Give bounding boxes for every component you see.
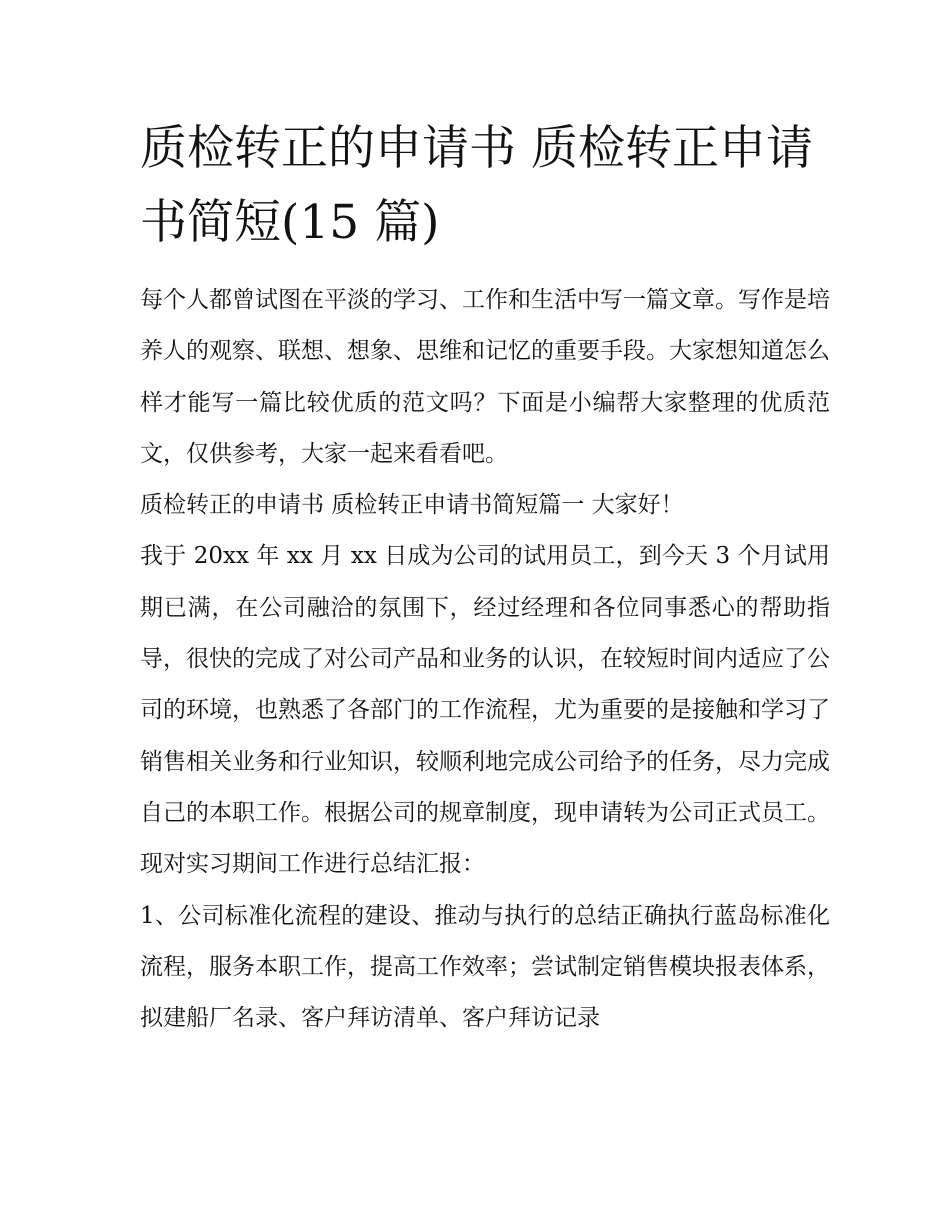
section-heading-paragraph: 质检转正的申请书 质检转正申请书简短篇一 大家好！ [140,492,684,519]
application-paragraph: 我于 20xx 年 xx 月 xx 日成为公司的试用员工，到今天 3 个月试用期已满，在公司融洽的氛围下，经过经理和各位同事悉心的帮助指导，很快的完成了对公司产品和业务的认识，在较短时间内适应了公司的环境，也熟悉了各部门的工作流程，尤为重要的是接触和学习了销售相关业务和行业知识，较顺利地完成公司给予的任务，尽力完成自己的本职工作。根据公司的规章制度，现申请转为公司正式员工。现对实习期间工作进行总结汇报： [140,543,830,878]
summary-item-1-paragraph: 1、公司标准化流程的建设、推动与执行的总结正确执行蓝岛标准化流程，服务本职工作，提高工作效率；尝试制定销售模块报表体系，拟建船厂名录、客户拜访清单、客户拜访记录 [140,902,830,1032]
document-title: 质检转正的申请书 质检转正申请书简短(15 篇) [140,121,813,250]
intro-paragraph: 每个人都曾试图在平淡的学习、工作和生活中写一篇文章。写作是培养人的观察、联想、想象、思维和记忆的重要手段。大家想知道怎么样才能写一篇比较优质的范文吗？下面是小编帮大家整理的优质范文，仅供参考，大家一起来看看吧。 [140,287,830,467]
document-body [140,275,830,1044]
